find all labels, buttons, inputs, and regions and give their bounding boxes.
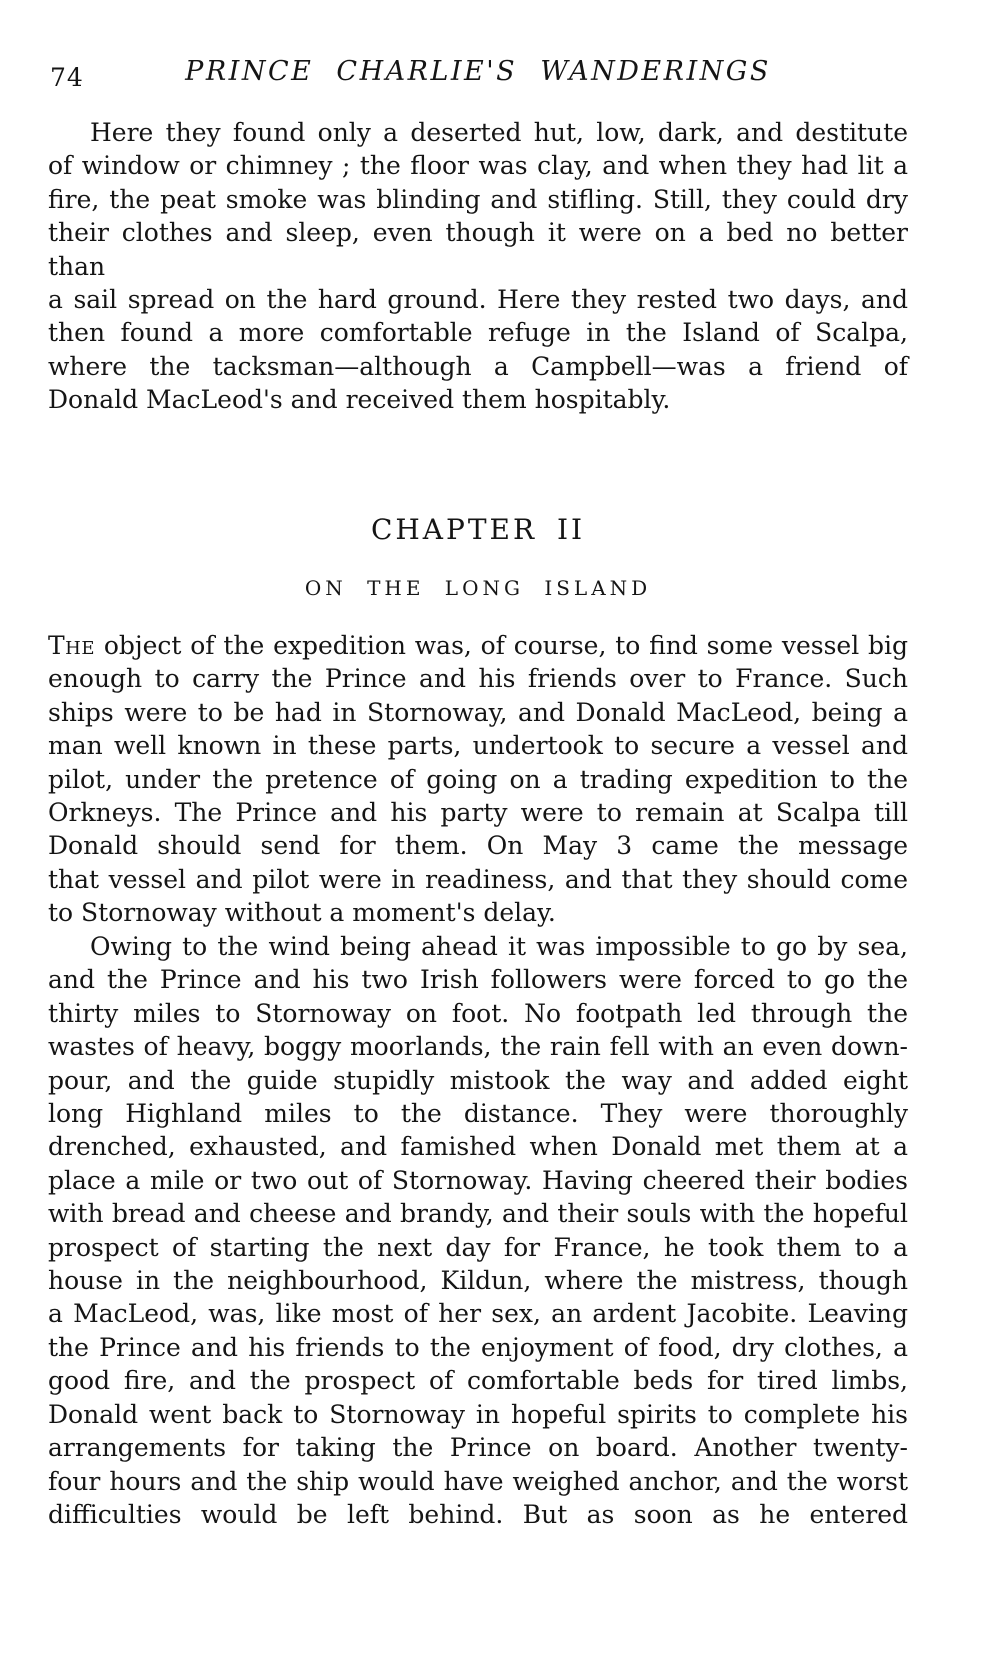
text-line: prospect of starting the next day for France, he took them to a <box>48 1232 908 1262</box>
text-line: then found a more comfortable refuge in the Island of Scalpa, <box>48 318 908 348</box>
text-line: Orkneys. The Prince and his party were to remain at Scalpa till <box>48 798 908 828</box>
text-line: enough to carry the Prince and his friends over to France. Such <box>48 664 908 694</box>
text-line: man well known in these parts, undertook to secure a vessel and <box>48 731 908 761</box>
chapter-heading: CHAPTER II <box>370 513 586 546</box>
text-line: wastes of heavy, boggy moorlands, the rain fell with an even down- <box>48 1032 908 1062</box>
text-line: drenched, exhausted, and famished when Donald met them at a <box>48 1132 908 1162</box>
paragraph-chapter1-closing <box>48 116 908 417</box>
text-line: four hours and the ship would have weighed anchor, and the worst <box>48 1466 908 1496</box>
paragraph-journey-to-stornoway <box>48 930 908 1531</box>
text-line: house in the neighbourhood, Kildun, where the mistress, though <box>48 1266 908 1296</box>
text-line: Donald went back to Stornoway in hopeful spirits to complete his <box>48 1399 908 1429</box>
text-line: of window or chimney ; the floor was clay, and when they had lit a <box>48 151 908 181</box>
chapter-subtitle: ON THE LONG ISLAND <box>304 576 652 600</box>
text-line: a MacLeod, was, like most of her sex, an ardent Jacobite. Leaving <box>48 1299 908 1329</box>
text-line: Donald MacLeod's and received them hospitably. <box>48 385 671 415</box>
text-line: Donald should send for them. On May 3 came the message <box>48 831 908 861</box>
text-line: with bread and cheese and brandy, and their souls with the hopeful <box>48 1199 908 1229</box>
page-header <box>48 56 908 96</box>
text-line: a sail spread on the hard ground. Here they rested two days, and <box>48 285 908 315</box>
text-line: thirty miles to Stornoway on foot. No footpath led through the <box>48 998 908 1028</box>
text-line: Owing to the wind being ahead it was impossible to go by sea, <box>90 932 908 961</box>
text-line: that vessel and pilot were in readiness, and that they should come <box>48 864 908 894</box>
paragraph-chapter2-opening <box>48 629 908 930</box>
running-title: PRINCE CHARLIE'S WANDERINGS <box>185 56 771 87</box>
text-line: arrangements for taking the Prince on board. Another twenty- <box>48 1433 908 1463</box>
lead-word-smallcaps: The <box>48 631 96 660</box>
text-line: good fire, and the prospect of comfortable beds for tired limbs, <box>48 1366 908 1396</box>
text-line: fire, the peat smoke was blinding and stifling. Still, they could dry <box>48 184 908 214</box>
text-line: where the tacksman—although a Campbell—was a friend of <box>48 351 908 381</box>
text-line-with-lead-word <box>48 629 908 662</box>
text-line: difficulties would be left behind. But as soon as he entered <box>48 1499 908 1529</box>
text-line: Here they found only a deserted hut, low, dark, and destitute <box>90 118 908 147</box>
text-line: their clothes and sleep, even though it were on a bed no better than <box>48 218 908 281</box>
text-line: ships were to be had in Stornoway, and Donald MacLeod, being a <box>48 697 908 727</box>
text-line: place a mile or two out of Stornoway. Having cheered their bodies <box>48 1165 908 1195</box>
text-line: to Stornoway without a moment's delay. <box>48 898 556 928</box>
text-line: pilot, under the pretence of going on a trading expedition to the <box>48 764 908 794</box>
text-line: and the Prince and his two Irish followers were forced to go the <box>48 965 908 995</box>
text-line: the Prince and his friends to the enjoyment of food, dry clothes, a <box>48 1332 908 1362</box>
page-number: 74 <box>50 63 84 92</box>
text-line: pour, and the guide stupidly mistook the way and added eight <box>48 1065 908 1095</box>
paragraph-lines <box>48 662 908 929</box>
text-line: long Highland miles to the distance. They were thoroughly <box>48 1099 908 1129</box>
first-line-rest: object of the expedition was, of course, to find some vessel big <box>103 631 908 660</box>
